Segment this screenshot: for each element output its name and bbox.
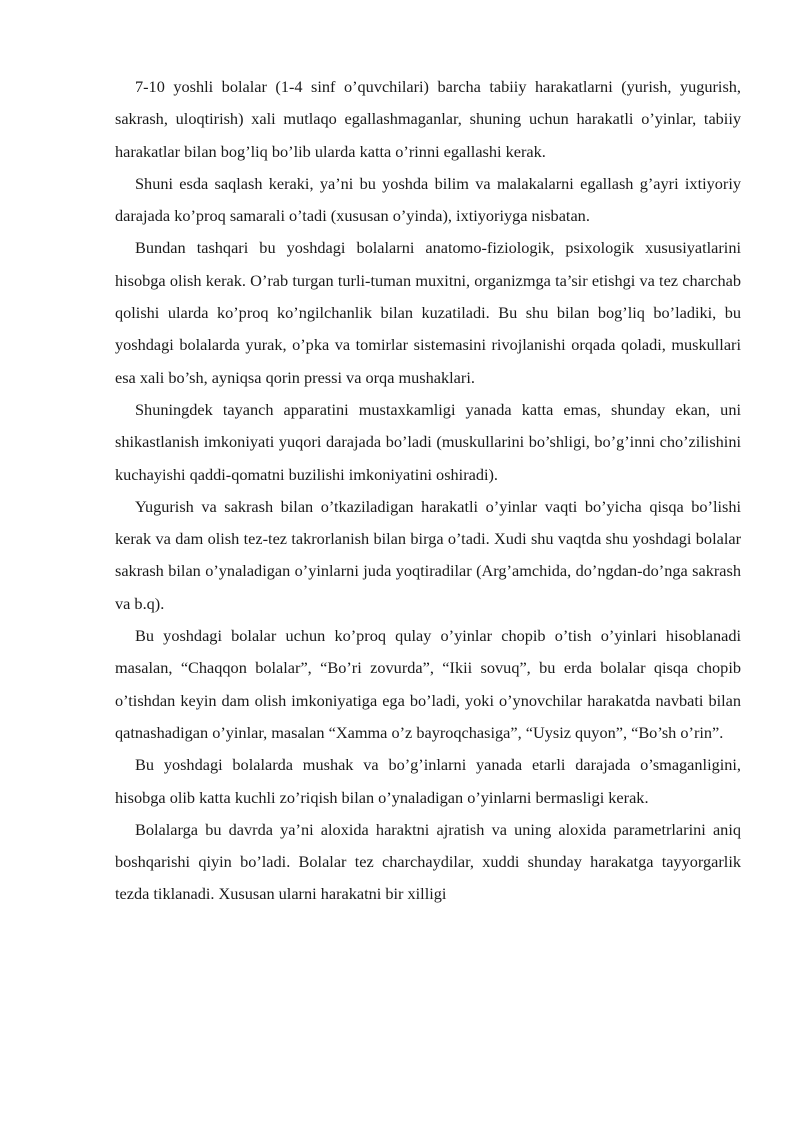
paragraph-2: Shuni esda saqlash keraki, ya’ni bu yoshda bilim va malakalarni egallash g’ayri ixtiyoriy darajada ko’proq samarali o’tadi (xususan o’yinda), ixtiyoriyga nisbatan. [115,173,741,226]
document-page [115,71,741,911]
paragraph-7: Bu yoshdagi bolalarda mushak va bo’g’inlarni yanada etarli darajada o’smaganligini, hisobga olib katta kuchli zo’riqish bilan o’ynaladigan o’yinlarni bermasligi kerak. [115,755,741,807]
paragraph-5: Yugurish va sakrash bilan o’tkaziladigan harakatli o’yinlar vaqti bo’yicha qisqa bo’lishi kerak va dam olish tez-tez takrorlanish bilan birga o’tadi. Xudi shu vaqtda shu yoshdagi bolalar sakrash bilan o’ynaladigan o’yinlarni juda yoqtiradilar (Arg’amchida, do’ngdan-do’nga sakrash va b.q). [115,496,741,613]
paragraph-4: Shuningdek tayanch apparatini mustaxkamligi yanada katta emas, shunday ekan, uni shikastlanish imkoniyati yuqori darajada bo’ladi (muskullarini bo’shligi, bo’g’inni cho’zilishini kuchayishi qaddi-qomatni buzilishi imkoniyatini oshiradi). [115,399,741,484]
paragraph-1: 7-10 yoshli bolalar (1-4 sinf o’quvchilari) barcha tabiiy harakatlarni (yurish, yugurish, sakrash, uloqtirish) xali mutlaqo egallashmaganlar, shuning uchun harakatli o’yinlar, tabiiy harakatlar bilan bog’liq bo’lib ularda katta o’rinni egallashi kerak. [115,77,741,161]
paragraph-3: Bundan tashqari bu yoshdagi bolalarni anatomo-fiziologik, psixologik xususiyatlarini hisobga olish kerak. O’rab turgan turli-tuman muxitni, organizmga ta’sir etishgi va tez charchab qolishi ularda ko’proq ko’ngilchanlik bilan kuzatiladi. Bu shu bilan bog’liq bo’ladiki, bu yoshdagi bolalarda yurak, o’pka va tomirlar sistemasini rivojlanishi orqada qoladi, muskullari esa xali bo’sh, ayniqsa qorin pressi va orqa mushaklari. [115,238,741,387]
paragraph-6: Bu yoshdagi bolalar uchun ko’proq qulay o’yinlar chopib o’tish o’yinlari hisoblanadi masalan, “Chaqqon bolalar”, “Bo’ri zovurda”, “Ikii sovuq”, bu erda bolalar qisqa chopib o’tishdan keyin dam olish imkoniyatiga ega bo’ladi, yoki o’ynovchilar harakatda navbati bilan qatnashadigan o’yinlar, masalan “Xamma o’z bayroqchasiga”, “Uysiz quyon”, “Bo’sh o’rin”. [115,626,741,742]
paragraph-8: Bolalarga bu davrda ya’ni aloxida haraktni ajratish va uning aloxida parametrlarini aniq boshqarishi qiyin bo’ladi. Bolalar tez charchaydilar, xuddi shunday harakatga tayyorgarlik tezda tiklanadi. Xususan ularni harakatni bir xilligi [115,819,741,904]
